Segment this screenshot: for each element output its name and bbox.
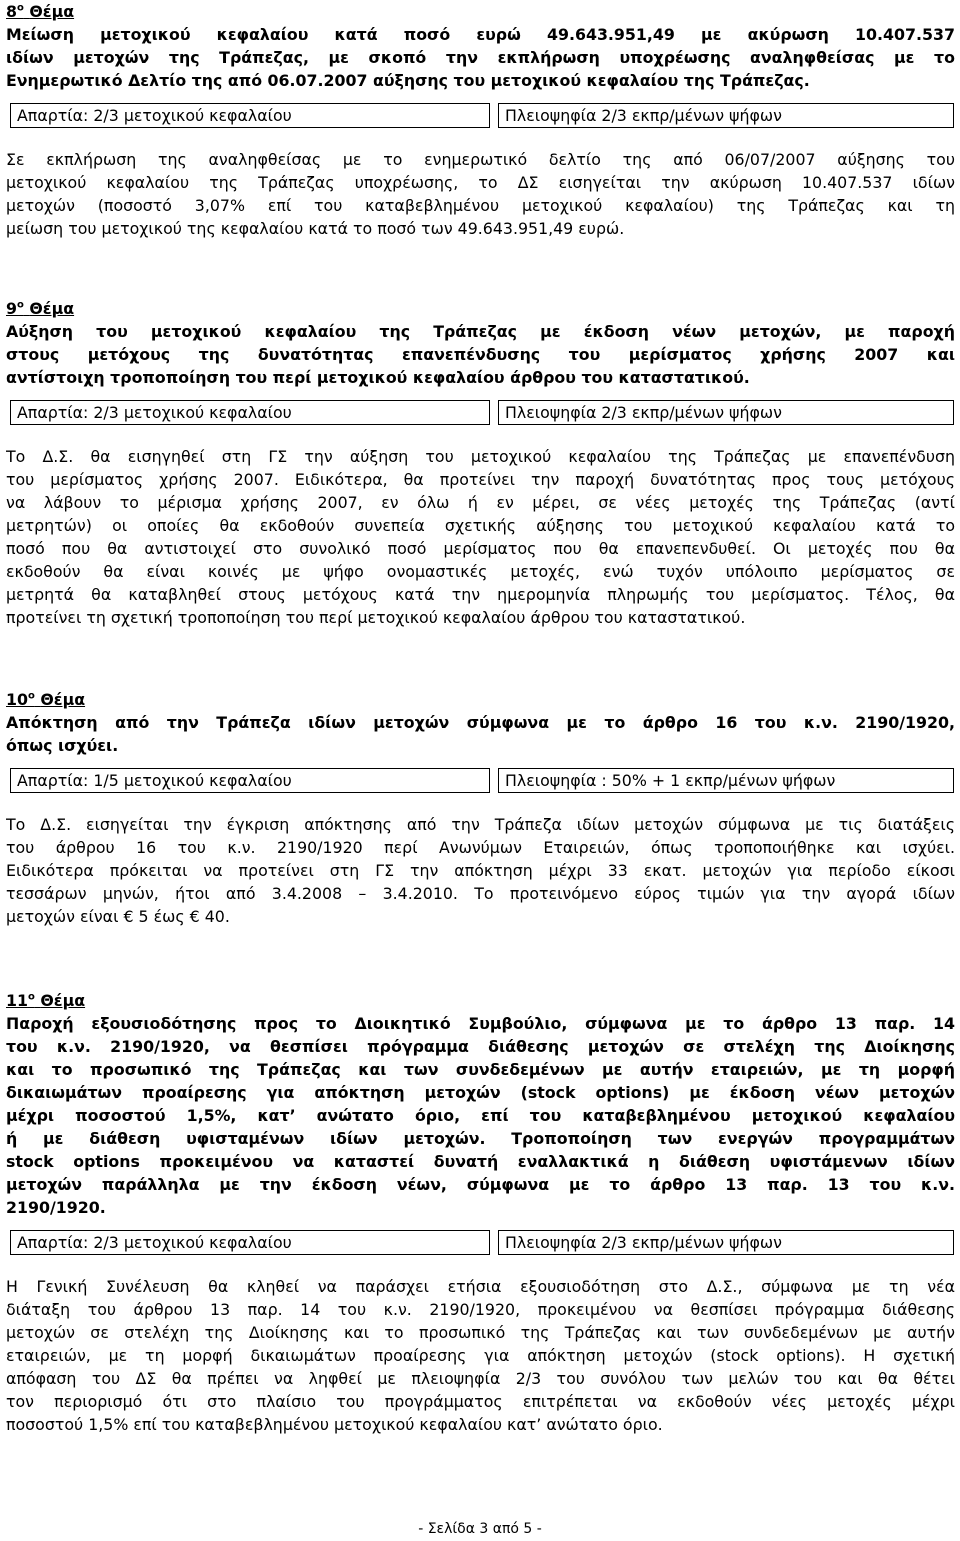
agenda-item-body (6, 813, 955, 928)
body-line: Ειδικότερα πρόκειται να προτείνει στη ΓΣ την απόκτηση μέχρι 33 εκατ. μετοχών για περίοδο είκοσι (6, 861, 955, 880)
title-line: δικαιωμάτων προαίρεσης για απόκτηση μετοχών (stock options) με έκδοση νέων μετοχών (6, 1083, 955, 1102)
majority-box: Πλειοψηφία 2/3 εκπρ/μένων ψήφων (498, 400, 954, 425)
agenda-item-title (6, 1012, 955, 1219)
body-line: Σε εκπλήρωση της αναληφθείσας με το ενημερωτικό δελτίο της από 06/07/2007 αύξησης του (6, 150, 955, 169)
majority-box: Πλειοψηφία : 50% + 1 εκπρ/μένων ψήφων (498, 768, 954, 793)
body-line: μετοχικού κεφαλαίου της Τράπεζας υποχρέωσης, το ΔΣ εισηγείται την ακύρωση 10.407.537 ιδίων (6, 173, 955, 192)
body-line: Η Γενική Συνέλευση θα κληθεί να παράσχει ετήσια εξουσιοδότηση στο Δ.Σ., σύμφωνα με τη νέα (6, 1277, 955, 1296)
agenda-item-heading (6, 989, 955, 1012)
agenda-item-word: Θέμα (40, 690, 86, 709)
title-line: όπως ισχύει. (6, 736, 119, 755)
voting-requirements (0, 768, 955, 793)
agenda-item-title (6, 320, 955, 389)
title-line: στους μετόχους της δυνατότητας επανεπένδυσης του μερίσματος χρήσης 2007 και (6, 345, 955, 364)
body-line: του μερίσματος χρήσης 2007. Ειδικότερα, θα προτείνει την παροχή δυνατότητας προς τους μετόχους (6, 470, 955, 489)
body-line: μετοχών σε στελέχη της Διοίκησης και το προσωπικό της Τράπεζας και των συνδεδεμένων με αυτήν (6, 1323, 955, 1342)
body-line: τεσσάρων μηνών, ήτοι από 3.4.2008 – 3.4.2010. Το προτεινόμενο εύρος τιμών για την αγορά ιδίων (6, 884, 955, 903)
body-line: διάταξη του άρθρου 13 παρ. 14 του κ.ν. 2190/1920, προκειμένου να θεσπίσει πρόγραμμα διάθεσης (6, 1300, 955, 1319)
agenda-item-number: 11 (6, 991, 28, 1010)
title-line: ή με διάθεση υφισταμένων ιδίων μετοχών. Τροποποίηση των ενεργών προγραμμάτων (6, 1129, 955, 1148)
agenda-item-10 (6, 688, 955, 928)
body-line: εταιρειών, με τη μορφή δικαιωμάτων προαίρεσης για απόκτηση μετοχών (stock options). Η σχετική (6, 1346, 955, 1365)
title-line: ιδίων μετοχών της Τράπεζας, με σκοπό την εκπλήρωση υποχρέωσης αναληφθείσας με το (6, 48, 955, 67)
title-line: stock options προκειμένου να καταστεί δυνατή εναλλακτικά η διάθεση υφιστάμενων ιδίων (6, 1152, 955, 1171)
quorum-box: Απαρτία: 2/3 μετοχικού κεφαλαίου (10, 400, 490, 425)
voting-requirements (0, 400, 955, 425)
majority-box: Πλειοψηφία 2/3 εκπρ/μένων ψήφων (498, 1230, 954, 1255)
title-line: Παροχή εξουσιοδότησης προς το Διοικητικό Συμβούλιο, σύμφωνα με το άρθρο 13 παρ. 14 (6, 1014, 955, 1033)
body-line: μετοχών είναι € 5 έως € 40. (6, 907, 230, 926)
agenda-item-8 (6, 0, 955, 240)
agenda-item-title (6, 711, 955, 757)
body-line: Το Δ.Σ. εισηγείται την έγκριση απόκτησης από την Τράπεζα ιδίων μετοχών σύμφωνα με τις διατάξεις (6, 815, 955, 834)
quorum-box: Απαρτία: 2/3 μετοχικού κεφαλαίου (10, 1230, 490, 1255)
body-line: μείωση του μετοχικού της κεφαλαίου κατά το ποσό των 49.643.951,49 ευρώ. (6, 219, 625, 238)
body-line: να λάβουν το μέρισμα χρήσης 2007, εν όλω ή εν μέρει, σε νέες μετοχές της Τράπεζας (αντί (6, 493, 955, 512)
voting-requirements (0, 1230, 955, 1255)
body-line: του άρθρου 16 του κ.ν. 2190/1920 περί Ανωνύμων Εταιρειών, όπως τροποποιήθηκε και ισχύει. (6, 838, 955, 857)
ordinal-superscript: ο (27, 690, 35, 702)
body-line: μετρητών) οι οποίες θα εκδοθούν συνεπεία σχετικής αύξησης του μετοχικού κεφαλαίου κατά το (6, 516, 955, 535)
title-line: 2190/1920. (6, 1198, 106, 1217)
title-line: αντίστοιχη τροποποίηση του περί μετοχικού κεφαλαίου άρθρου του καταστατικού. (6, 368, 750, 387)
agenda-item-9 (6, 297, 955, 629)
agenda-item-word: Θέμα (40, 991, 86, 1010)
body-line: Το Δ.Σ. θα εισηγηθεί στη ΓΣ την αύξηση του μετοχικού κεφαλαίου της Τράπεζας με επανεπένδυση (6, 447, 955, 466)
quorum-box: Απαρτία: 2/3 μετοχικού κεφαλαίου (10, 103, 490, 128)
voting-requirements (0, 103, 955, 128)
agenda-item-number: 8 (6, 2, 17, 21)
body-line: ποσοστού 1,5% επί του καταβεβλημένου μετοχικού κεφαλαίου κατ’ ανώτατο όριο. (6, 1415, 663, 1434)
body-line: εκδοθούν θα είναι κοινές με ψήφο ονομαστικές μετοχές, ενώ τυχόν υπόλοιπο μερίσματος σε (6, 562, 955, 581)
agenda-item-number: 10 (6, 690, 28, 709)
title-line: του κ.ν. 2190/1920, να θεσπίσει πρόγραμμα διάθεσης μετοχών σε στελέχη της Διοίκησης (6, 1037, 955, 1056)
agenda-item-body (6, 1275, 955, 1436)
body-line: μετοχών (ποσοστό 3,07% επί του καταβεβλημένου μετοχικού κεφαλαίου) της Τράπεζας και τη (6, 196, 955, 215)
title-line: Μείωση μετοχικού κεφαλαίου κατά ποσό ευρώ 49.643.951,49 με ακύρωση 10.407.537 (6, 25, 955, 44)
agenda-item-body (6, 148, 955, 240)
title-line: και το προσωπικό της Τράπεζας και των συνδεδεμένων με αυτήν εταιρειών, με τη μορφή (6, 1060, 955, 1079)
majority-box: Πλειοψηφία 2/3 εκπρ/μένων ψήφων (498, 103, 954, 128)
title-line: Ενημερωτικό Δελτίο της από 06.07.2007 αύξησης του μετοχικού κεφαλαίου της Τράπεζας. (6, 71, 810, 90)
title-line: μέχρι ποσοστού 1,5%, κατ’ ανώτατο όριο, επί του καταβεβλημένου μετοχικού κεφαλαίου (6, 1106, 955, 1125)
body-line: μετρητά θα καταβληθεί στους μετόχους κατά την ημερομηνία πληρωμής του μερίσματος. Τέλος, θα (6, 585, 955, 604)
agenda-item-word: Θέμα (29, 2, 75, 21)
title-line: μετοχών παράλληλα με την έκδοση νέων, σύμφωνα με το άρθρο 13 παρ. 13 του κ.ν. (6, 1175, 955, 1194)
title-line: Αύξηση του μετοχικού κεφαλαίου της Τράπεζας με έκδοση νέων μετοχών, με παροχή (6, 322, 955, 341)
agenda-item-number: 9 (6, 299, 17, 318)
body-line: απόφαση του ΔΣ θα πρέπει να ληφθεί με πλειοψηφία 2/3 του συνόλου των μελών του και θα θέτει (6, 1369, 955, 1388)
agenda-item-title (6, 23, 955, 92)
agenda-item-11 (6, 989, 955, 1436)
body-line: ποσό που θα αντιστοιχεί στο συνολικό ποσό μερίσματος που θα επανεπενδυθεί. Οι μετοχές που θα (6, 539, 955, 558)
ordinal-superscript: ο (17, 2, 24, 14)
agenda-item-heading (6, 297, 955, 320)
agenda-item-heading (6, 688, 955, 711)
title-line: Απόκτηση από την Τράπεζα ιδίων μετοχών σύμφωνα με το άρθρο 16 του κ.ν. 2190/1920, (6, 713, 955, 732)
ordinal-superscript: ο (27, 991, 35, 1003)
quorum-box: Απαρτία: 1/5 μετοχικού κεφαλαίου (10, 768, 490, 793)
agenda-item-heading (6, 0, 955, 23)
body-line: προτείνει τη σχετική τροποποίηση του περί μετοχικού κεφαλαίου άρθρου του καταστατικού. (6, 608, 746, 627)
agenda-item-body (6, 445, 955, 629)
page-footer: - Σελίδα 3 από 5 - (418, 1521, 542, 1537)
body-line: τον περιορισμό ότι στο πλαίσιο του προγράμματος επιτρέπεται να εκδοθούν νέες μετοχές μέχρι (6, 1392, 955, 1411)
agenda-item-word: Θέμα (29, 299, 75, 318)
ordinal-superscript: ο (17, 299, 24, 311)
